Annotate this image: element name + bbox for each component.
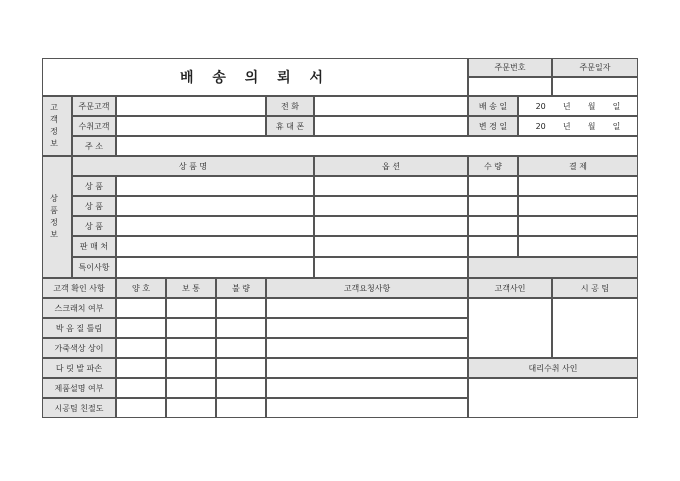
check-normal-field[interactable] [166, 378, 216, 398]
delivery-date-year: 년 [562, 101, 571, 111]
customer-sign-field[interactable] [468, 298, 552, 358]
product-name-field[interactable] [116, 216, 314, 236]
special-notes-option-field[interactable] [314, 257, 468, 278]
install-team-header: 시 공 팀 [552, 278, 638, 298]
change-date-year-prefix: 20 [535, 121, 546, 131]
check-normal-field[interactable] [166, 358, 216, 378]
customer-group-line-2: 정 보 [50, 127, 64, 148]
check-normal-field[interactable] [166, 398, 216, 418]
quantity-header: 수 량 [468, 156, 518, 176]
receiver-field[interactable] [116, 116, 266, 136]
request-field[interactable] [266, 378, 468, 398]
product-info-group-label [42, 156, 72, 278]
product-qty-field[interactable] [468, 196, 518, 216]
seller-field[interactable] [116, 236, 314, 257]
address-label: 주 소 [72, 136, 116, 156]
product-payment-field[interactable] [518, 216, 638, 236]
product-option-field[interactable] [314, 216, 468, 236]
product-name-header: 상 품 명 [72, 156, 314, 176]
phone-field[interactable] [314, 96, 468, 116]
seller-qty-field[interactable] [468, 236, 518, 257]
delivery-date-month: 월 [587, 101, 596, 111]
good-header: 양 호 [116, 278, 166, 298]
seller-payment-field[interactable] [518, 236, 638, 257]
customer-request-header: 고객요청사항 [266, 278, 468, 298]
customer-group-line-1: 고 객 [50, 103, 64, 124]
check-good-field[interactable] [116, 338, 166, 358]
option-header: 옵 션 [314, 156, 468, 176]
orderer-label: 주문고객 [72, 96, 116, 116]
install-team-field[interactable] [552, 298, 638, 358]
payment-header: 결 제 [518, 156, 638, 176]
change-date-label: 변 경 일 [468, 116, 518, 136]
product-qty-field[interactable] [468, 176, 518, 196]
change-date-day: 일 [612, 121, 621, 131]
request-field[interactable] [266, 298, 468, 318]
check-normal-field[interactable] [166, 298, 216, 318]
check-normal-field[interactable] [166, 338, 216, 358]
address-field[interactable] [116, 136, 638, 156]
order-date-field[interactable] [552, 77, 638, 96]
check-normal-field[interactable] [166, 318, 216, 338]
product-row-label: 상 품 [72, 176, 116, 196]
check-good-field[interactable] [116, 398, 166, 418]
delivery-date-day: 일 [612, 101, 621, 111]
check-item-label: 박 음 질 틀림 [42, 318, 116, 338]
seller-option-field[interactable] [314, 236, 468, 257]
product-qty-field[interactable] [468, 216, 518, 236]
seller-label: 판 매 처 [72, 236, 116, 257]
check-bad-field[interactable] [216, 378, 266, 398]
change-date-year: 년 [562, 121, 571, 131]
request-field[interactable] [266, 338, 468, 358]
change-date-field[interactable] [518, 116, 638, 136]
customer-sign-header: 고객사인 [468, 278, 552, 298]
special-notes-label: 특이사항 [72, 257, 116, 278]
check-item-label: 제품설명 여부 [42, 378, 116, 398]
request-field[interactable] [266, 318, 468, 338]
request-field[interactable] [266, 358, 468, 378]
product-name-field[interactable] [116, 196, 314, 216]
special-notes-field[interactable] [116, 257, 314, 278]
normal-header: 보 통 [166, 278, 216, 298]
check-item-label: 스크래치 여부 [42, 298, 116, 318]
change-date-month: 월 [587, 121, 596, 131]
product-row-label: 상 품 [72, 216, 116, 236]
mobile-label: 휴 대 폰 [266, 116, 314, 136]
special-notes-blank [468, 257, 638, 278]
product-option-field[interactable] [314, 196, 468, 216]
check-bad-field[interactable] [216, 358, 266, 378]
phone-label: 전 화 [266, 96, 314, 116]
mobile-field[interactable] [314, 116, 468, 136]
check-bad-field[interactable] [216, 318, 266, 338]
product-option-field[interactable] [314, 176, 468, 196]
request-field[interactable] [266, 398, 468, 418]
bad-header: 불 량 [216, 278, 266, 298]
form-title: 배 송 의 뢰 서 [42, 58, 468, 96]
delivery-date-year-prefix: 20 [535, 101, 546, 111]
delivery-date-label: 배 송 일 [468, 96, 518, 116]
order-number-label: 주문번호 [468, 58, 552, 77]
product-group-line-1: 상 품 [50, 194, 64, 215]
order-date-label: 주문일자 [552, 58, 638, 77]
product-payment-field[interactable] [518, 176, 638, 196]
order-number-field[interactable] [468, 77, 552, 96]
orderer-field[interactable] [116, 96, 266, 116]
product-group-line-2: 정 보 [50, 218, 64, 239]
customer-check-header: 고객 확인 사항 [42, 278, 116, 298]
check-item-label: 시공팀 친절도 [42, 398, 116, 418]
check-good-field[interactable] [116, 298, 166, 318]
receiver-label: 수취고객 [72, 116, 116, 136]
check-item-label: 다 릿 발 파손 [42, 358, 116, 378]
check-good-field[interactable] [116, 318, 166, 338]
customer-info-group-label [42, 96, 72, 156]
delivery-date-field[interactable] [518, 96, 638, 116]
check-good-field[interactable] [116, 358, 166, 378]
check-bad-field[interactable] [216, 298, 266, 318]
agent-sign-field[interactable] [468, 378, 638, 418]
check-bad-field[interactable] [216, 338, 266, 358]
check-bad-field[interactable] [216, 398, 266, 418]
product-name-field[interactable] [116, 176, 314, 196]
agent-sign-header: 대리수취 사인 [468, 358, 638, 378]
product-row-label: 상 품 [72, 196, 116, 216]
check-item-label: 가죽색상 상이 [42, 338, 116, 358]
product-payment-field[interactable] [518, 196, 638, 216]
check-good-field[interactable] [116, 378, 166, 398]
